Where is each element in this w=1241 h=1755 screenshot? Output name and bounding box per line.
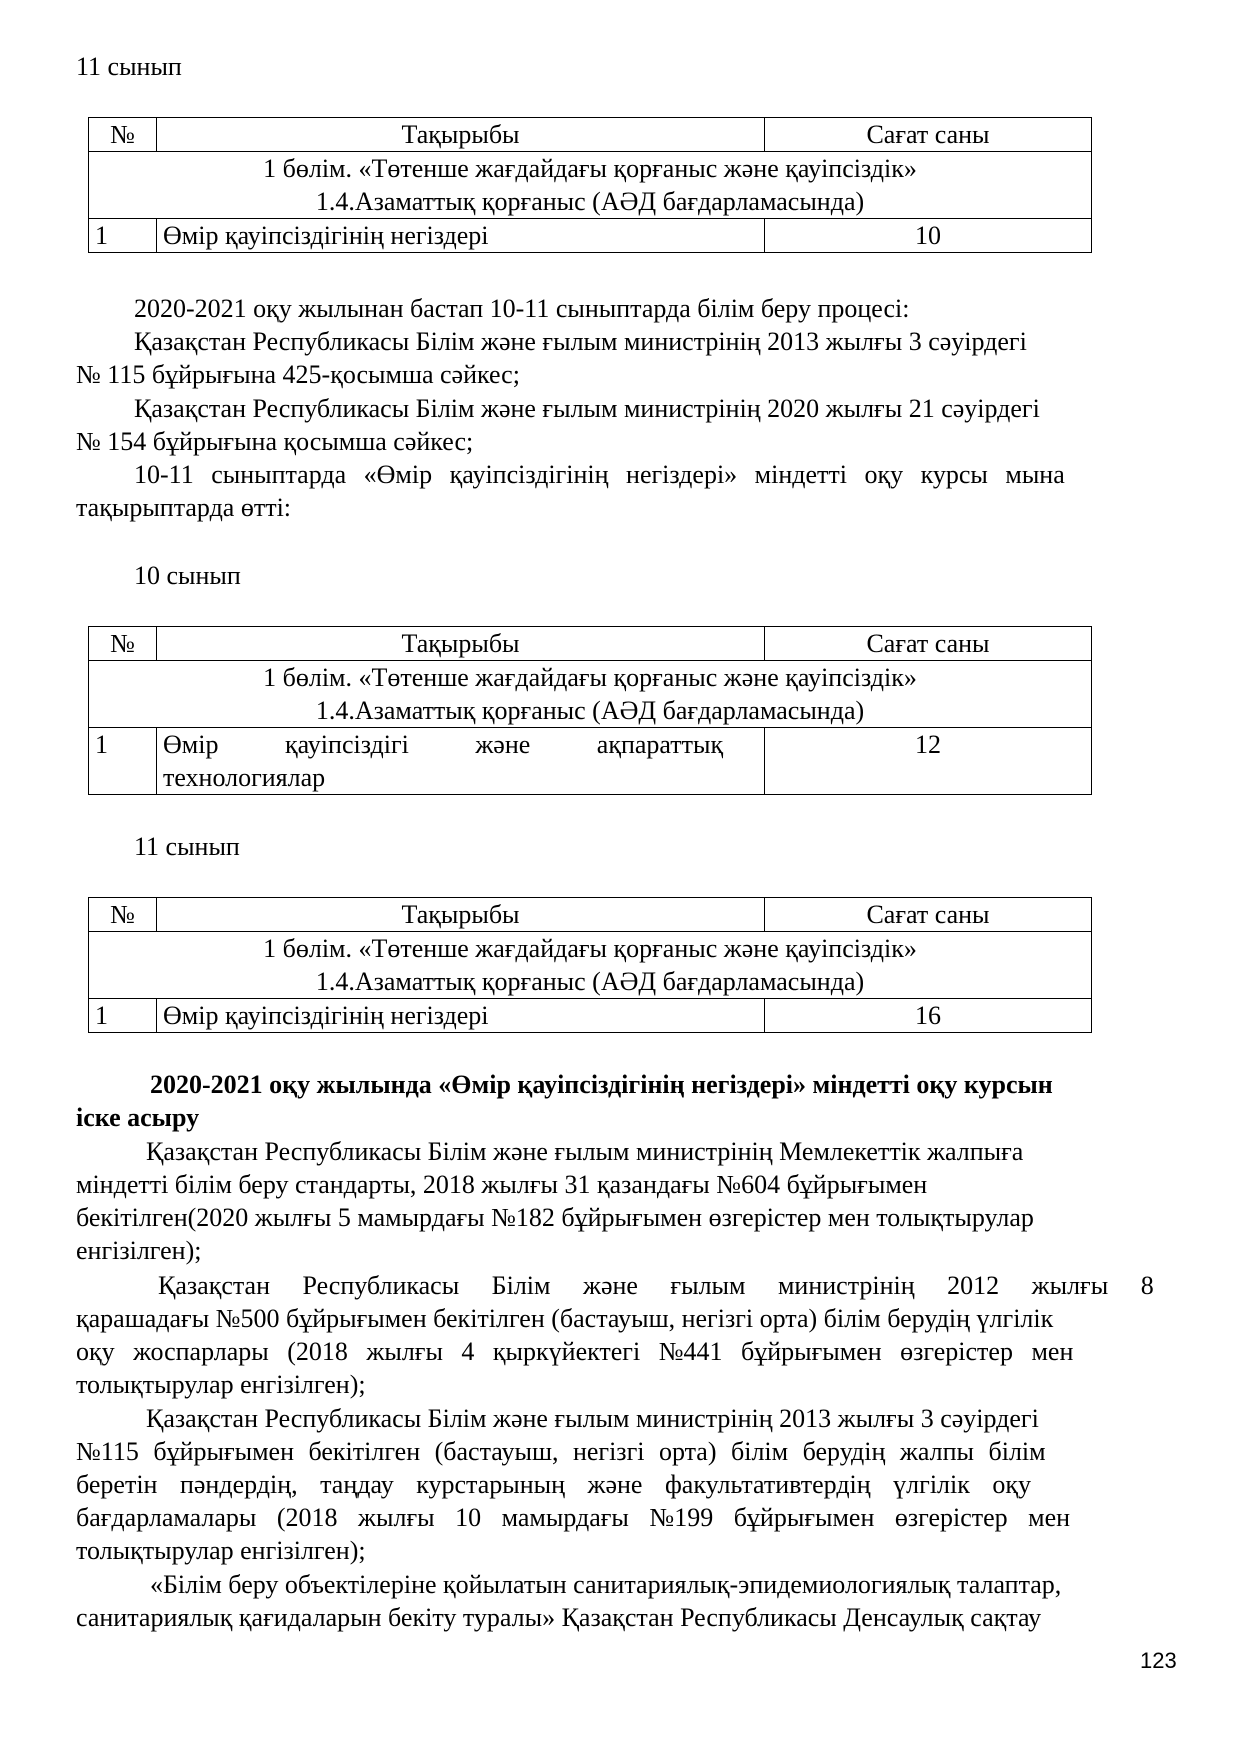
p5-line2: санитариялық қағидаларын бекіту туралы» Қазақстан Республикасы Денсаулық сақтау xyxy=(76,1603,1042,1632)
section-line-2: 1.4.Азаматтық қорғаныс (АӘД бағдарламасында) xyxy=(315,967,865,996)
row-topic-line1: Өмір қауіпсіздігі және ақпараттық xyxy=(163,730,724,759)
section-cell xyxy=(89,661,1092,728)
section-cell xyxy=(89,932,1092,999)
p2-line2-text: міндетті білім беру стандарты, 2018 жылғы 31 қазандағы №604 бұйрығымен xyxy=(76,1170,928,1199)
col-no-header: № xyxy=(89,118,157,152)
row-topic: Өмір қауіпсіздігінің негіздері xyxy=(157,219,765,253)
table-10-class xyxy=(88,626,1092,795)
section-line-2: 1.4.Азаматтық қорғаныс (АӘД бағдарламасында) xyxy=(315,696,865,725)
p4-line2: №115 бұйрығымен бекітілген (бастауыш, негізгі орта) білім берудің жалпы білім xyxy=(76,1437,1046,1466)
table-header-row xyxy=(89,118,1092,152)
col-hours-header: Сағат саны xyxy=(765,898,1092,932)
row-number: 1 xyxy=(89,219,157,253)
table-row xyxy=(89,219,1092,253)
p4-line5: толықтырулар енгізілген); xyxy=(76,1536,366,1565)
row-topic xyxy=(157,728,765,795)
table-header-row xyxy=(89,627,1092,661)
row-number: 1 xyxy=(89,999,157,1033)
p4-line4: бағдарламалары (2018 жылғы 10 мамырдағы №199 бұйрығымен өзгерістер мен xyxy=(76,1503,1071,1532)
section-line-1: 1 бөлім. «Төтенше жағдайдағы қорғаныс және қауіпсіздік» xyxy=(263,154,917,183)
heading-11-class-top: 11 сынып xyxy=(76,52,182,81)
table-row xyxy=(89,728,1092,795)
section-cell xyxy=(89,152,1092,219)
col-topic-header: Тақырыбы xyxy=(157,627,765,661)
col-topic-header: Тақырыбы xyxy=(157,118,765,152)
col-topic-header: Тақырыбы xyxy=(157,898,765,932)
p2-line2 xyxy=(76,1168,1158,1202)
section-line-1: 1 бөлім. «Төтенше жағдайдағы қорғаныс және қауіпсіздік» xyxy=(263,934,917,963)
heading-11-class: 11 сынып xyxy=(134,832,240,861)
para1-line2 xyxy=(134,325,1158,359)
p2-line3 xyxy=(76,1201,1158,1235)
col-no-header: № xyxy=(89,627,157,661)
table-11-class-first xyxy=(88,117,1092,253)
col-hours-header: Сағат саны xyxy=(765,118,1092,152)
table-row xyxy=(89,999,1092,1033)
bold-heading-line2: іске асыру xyxy=(76,1103,200,1132)
p2-line3-text: бекітілген(2020 жылғы 5 мамырдағы №182 бұйрығымен өзгерістер мен толықтырулар xyxy=(76,1203,1034,1232)
para1-line7: тақырыптарда өтті: xyxy=(76,493,292,522)
p3-line1: Қазақстан Республикасы Білім және ғылым министрінің 2012 жылғы 8 xyxy=(158,1271,1154,1300)
p2-line1 xyxy=(146,1135,1158,1169)
section-row xyxy=(89,932,1092,999)
p2-line4: енгізілген); xyxy=(76,1236,202,1265)
para1-line4: Қазақстан Республикасы Білім және ғылым министрінің 2020 жылғы 21 сәуірдегі xyxy=(134,394,1040,423)
table-11-class-second xyxy=(88,897,1092,1033)
p5-line1: «Білім беру объектілеріне қойылатын санитариялық-эпидемиологиялық талаптар, xyxy=(150,1570,1062,1599)
para1-line2-text: Қазақстан Республикасы Білім және ғылым министрінің 2013 жылғы 3 сәуірдегі xyxy=(134,327,1027,356)
bold-heading-line1: 2020-2021 оқу жылында «Өмір қауіпсіздігінің негіздері» міндетті оқу курсын xyxy=(150,1070,1053,1099)
section-row xyxy=(89,152,1092,219)
para1-line6: 10-11 сыныптарда «Өмір қауіпсіздігінің негіздері» міндетті оқу курсы мына xyxy=(134,460,1065,489)
row-number: 1 xyxy=(89,728,157,795)
section-row xyxy=(89,661,1092,728)
section-line-1: 1 бөлім. «Төтенше жағдайдағы қорғаныс және қауіпсіздік» xyxy=(263,663,917,692)
section-line-2: 1.4.Азаматтық қорғаныс (АӘД бағдарламасында) xyxy=(315,187,865,216)
row-topic: Өмір қауіпсіздігінің негіздері xyxy=(157,999,765,1033)
heading-10-class: 10 сынып xyxy=(134,561,241,590)
p4-line3: беретін пәндердің, таңдау курстарының және факультативтердің үлгілік оқу xyxy=(76,1470,1032,1499)
row-topic-line2: технологиялар xyxy=(163,763,326,792)
p3-line4: толықтырулар енгізілген); xyxy=(76,1370,366,1399)
table-header-row xyxy=(89,898,1092,932)
row-hours: 16 xyxy=(765,999,1092,1033)
p2-line1-text: Қазақстан Республикасы Білім және ғылым министрінің Мемлекеттік жалпыға xyxy=(146,1137,1024,1166)
col-hours-header: Сағат саны xyxy=(765,627,1092,661)
para1-line1: 2020-2021 оқу жылынан бастап 10-11 сыныптарда білім беру процесі: xyxy=(134,294,910,323)
p3-line3: оқу жоспарлары (2018 жылғы 4 қыркүйектегі №441 бұйрығымен өзгерістер мен xyxy=(76,1337,1074,1366)
para1-line5: № 154 бұйрығына қосымша сәйкес; xyxy=(76,427,474,456)
col-no-header: № xyxy=(89,898,157,932)
para1-line3: № 115 бұйрығына 425-қосымша сәйкес; xyxy=(76,360,520,389)
row-hours: 12 xyxy=(765,728,1092,795)
row-hours: 10 xyxy=(765,219,1092,253)
page-number: 123 xyxy=(1140,1648,1177,1673)
p3-line2: қарашадағы №500 бұйрығымен бекітілген (бастауыш, негізгі орта) білім берудің үлгілік xyxy=(76,1304,1054,1333)
p4-line1: Қазақстан Республикасы Білім және ғылым министрінің 2013 жылғы 3 сәуірдегі xyxy=(146,1404,1039,1433)
